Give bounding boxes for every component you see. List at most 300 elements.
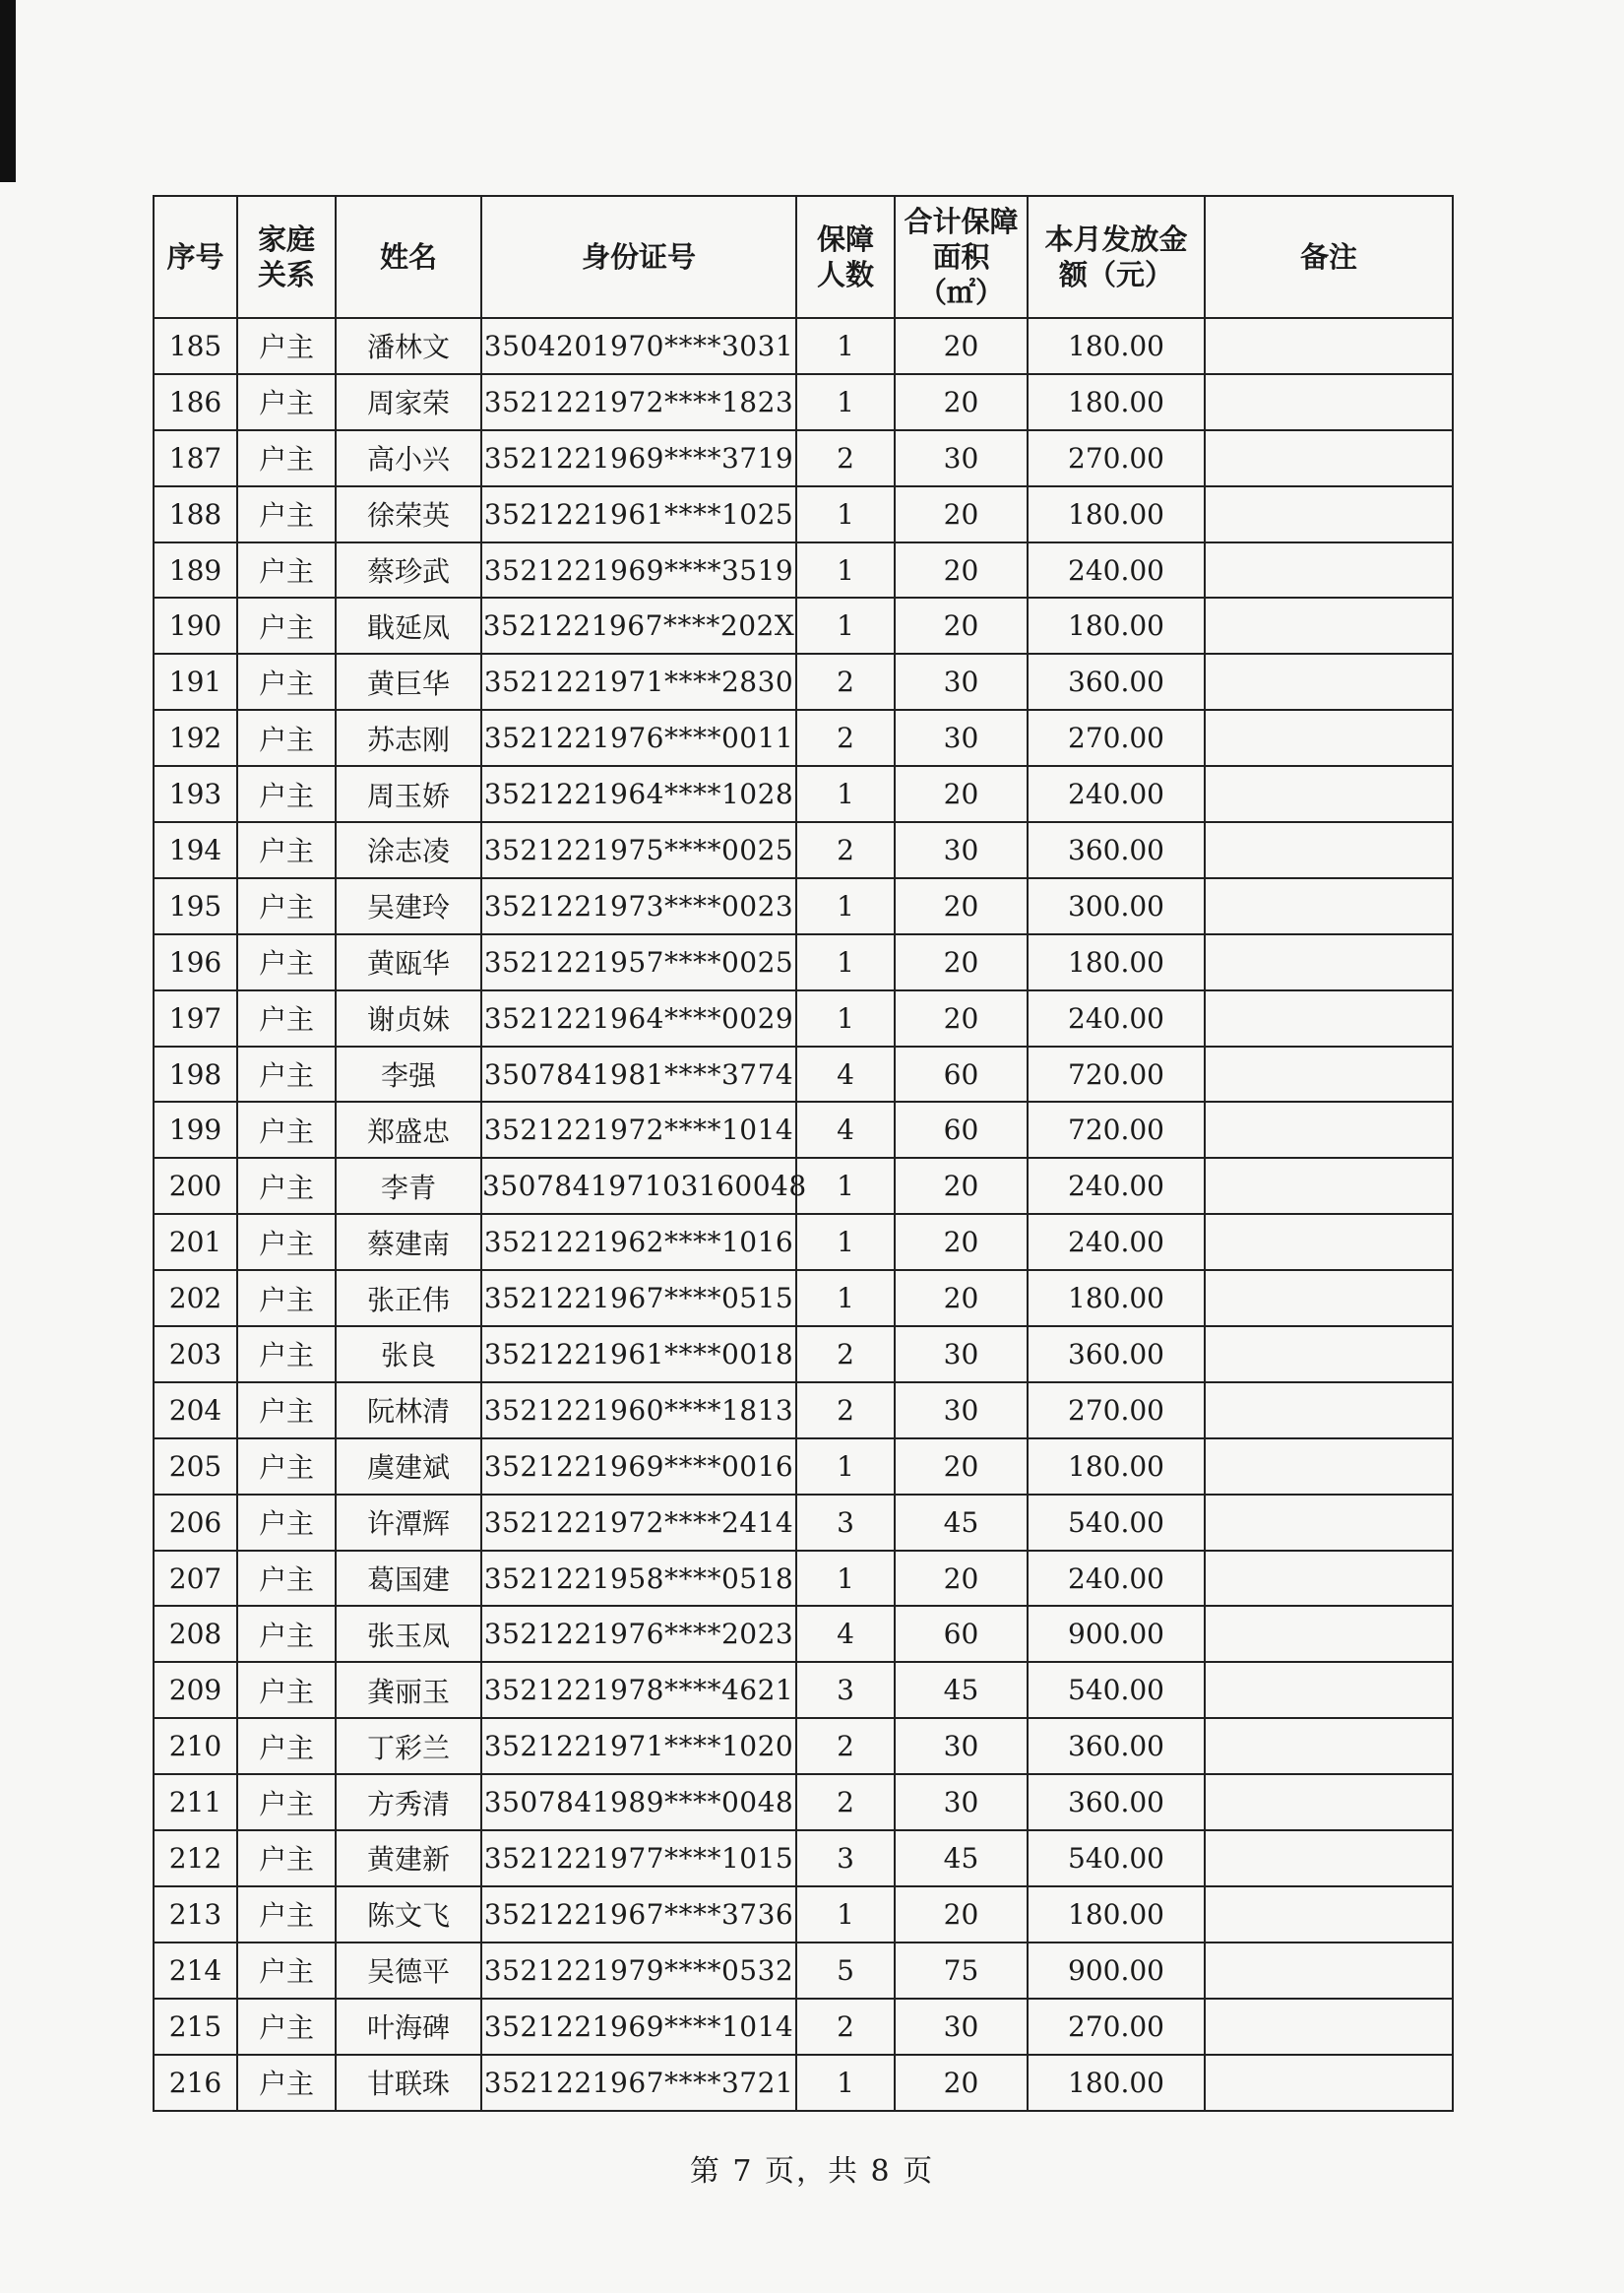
cell-relation: 户主 xyxy=(237,598,336,654)
cell-seq: 198 xyxy=(154,1047,237,1103)
cell-note xyxy=(1205,1830,1453,1886)
cell-amount: 540.00 xyxy=(1028,1495,1205,1551)
cell-name: 方秀清 xyxy=(336,1774,481,1830)
cell-name: 黄瓯华 xyxy=(336,934,481,990)
cell-id: 3521221976****2023 xyxy=(481,1606,796,1662)
cell-amount: 180.00 xyxy=(1028,318,1205,374)
cell-id: 3521221972****1823 xyxy=(481,374,796,430)
cell-relation: 户主 xyxy=(237,1830,336,1886)
table-row xyxy=(154,542,1453,599)
cell-name: 吴德平 xyxy=(336,1943,481,1999)
cell-persons: 1 xyxy=(796,374,895,430)
cell-id: 3521221971****1020 xyxy=(481,1718,796,1774)
cell-name: 蔡建南 xyxy=(336,1214,481,1270)
cell-id: 3521221964****1028 xyxy=(481,766,796,822)
cell-name: 甘联珠 xyxy=(336,2055,481,2111)
cell-area: 20 xyxy=(895,2055,1028,2111)
cell-persons: 1 xyxy=(796,2055,895,2111)
cell-seq: 192 xyxy=(154,710,237,766)
cell-persons: 4 xyxy=(796,1606,895,1662)
cell-persons: 1 xyxy=(796,1270,895,1326)
cell-seq: 188 xyxy=(154,486,237,542)
cell-area: 20 xyxy=(895,598,1028,654)
cell-seq: 201 xyxy=(154,1214,237,1270)
cell-amount: 360.00 xyxy=(1028,1718,1205,1774)
cell-relation: 户主 xyxy=(237,1326,336,1382)
cell-id: 3521221964****0029 xyxy=(481,990,796,1047)
cell-name: 许潭辉 xyxy=(336,1495,481,1551)
table-row xyxy=(154,1886,1453,1943)
cell-persons: 1 xyxy=(796,766,895,822)
cell-area: 20 xyxy=(895,1886,1028,1943)
cell-note xyxy=(1205,1438,1453,1495)
cell-id: 3521221961****1025 xyxy=(481,486,796,542)
table-row xyxy=(154,1662,1453,1718)
cell-seq: 208 xyxy=(154,1606,237,1662)
cell-area: 45 xyxy=(895,1830,1028,1886)
cell-id: 3521221971****2830 xyxy=(481,654,796,710)
table-row xyxy=(154,1326,1453,1382)
cell-seq: 196 xyxy=(154,934,237,990)
cell-area: 30 xyxy=(895,1326,1028,1382)
table-row xyxy=(154,1551,1453,1607)
cell-id: 3521221967****3736 xyxy=(481,1886,796,1943)
header-area: 合计保障面积（㎡） xyxy=(895,196,1028,318)
cell-seq: 190 xyxy=(154,598,237,654)
cell-relation: 户主 xyxy=(237,1047,336,1103)
cell-area: 20 xyxy=(895,1158,1028,1214)
table-row xyxy=(154,1943,1453,1999)
cell-note xyxy=(1205,990,1453,1047)
cell-amount: 540.00 xyxy=(1028,1830,1205,1886)
cell-relation: 户主 xyxy=(237,766,336,822)
cell-persons: 1 xyxy=(796,1214,895,1270)
cell-persons: 2 xyxy=(796,654,895,710)
cell-seq: 193 xyxy=(154,766,237,822)
cell-name: 涂志凌 xyxy=(336,822,481,878)
cell-seq: 187 xyxy=(154,430,237,486)
cell-area: 20 xyxy=(895,1270,1028,1326)
cell-seq: 206 xyxy=(154,1495,237,1551)
cell-persons: 1 xyxy=(796,318,895,374)
cell-seq: 213 xyxy=(154,1886,237,1943)
cell-id: 3521221969****3719 xyxy=(481,430,796,486)
cell-id: 3521221969****3519 xyxy=(481,542,796,599)
cell-name: 苏志刚 xyxy=(336,710,481,766)
table-row xyxy=(154,1606,1453,1662)
cell-amount: 360.00 xyxy=(1028,822,1205,878)
table-row xyxy=(154,710,1453,766)
cell-area: 30 xyxy=(895,710,1028,766)
cell-note xyxy=(1205,766,1453,822)
cell-seq: 204 xyxy=(154,1382,237,1438)
cell-relation: 户主 xyxy=(237,1718,336,1774)
table-row xyxy=(154,598,1453,654)
subsidy-table-sheet xyxy=(153,195,1452,2112)
cell-relation: 户主 xyxy=(237,1943,336,1999)
cell-name: 葛国建 xyxy=(336,1551,481,1607)
cell-note xyxy=(1205,710,1453,766)
table-row xyxy=(154,1718,1453,1774)
cell-persons: 2 xyxy=(796,1326,895,1382)
cell-name: 戢延凤 xyxy=(336,598,481,654)
table-row xyxy=(154,2055,1453,2111)
cell-area: 20 xyxy=(895,486,1028,542)
table-row xyxy=(154,1999,1453,2055)
cell-persons: 1 xyxy=(796,598,895,654)
table-row xyxy=(154,1158,1453,1214)
cell-persons: 2 xyxy=(796,1999,895,2055)
cell-note xyxy=(1205,1886,1453,1943)
table-row xyxy=(154,822,1453,878)
cell-persons: 3 xyxy=(796,1830,895,1886)
cell-seq: 202 xyxy=(154,1270,237,1326)
table-row xyxy=(154,1438,1453,1495)
cell-persons: 4 xyxy=(796,1047,895,1103)
cell-relation: 户主 xyxy=(237,710,336,766)
cell-relation: 户主 xyxy=(237,542,336,599)
cell-id: 3521221977****1015 xyxy=(481,1830,796,1886)
cell-amount: 180.00 xyxy=(1028,374,1205,430)
header-persons: 保障人数 xyxy=(796,196,895,318)
table-row xyxy=(154,1495,1453,1551)
header-amount: 本月发放金额（元） xyxy=(1028,196,1205,318)
cell-id: 3521221973****0023 xyxy=(481,878,796,934)
scan-edge-mark xyxy=(0,0,16,182)
cell-name: 张玉凤 xyxy=(336,1606,481,1662)
cell-area: 75 xyxy=(895,1943,1028,1999)
cell-amount: 270.00 xyxy=(1028,1999,1205,2055)
cell-amount: 360.00 xyxy=(1028,1774,1205,1830)
cell-area: 30 xyxy=(895,822,1028,878)
cell-relation: 户主 xyxy=(237,2055,336,2111)
cell-amount: 180.00 xyxy=(1028,2055,1205,2111)
cell-id: 3521221967****202X xyxy=(481,598,796,654)
cell-name: 黄建新 xyxy=(336,1830,481,1886)
cell-seq: 203 xyxy=(154,1326,237,1382)
cell-seq: 205 xyxy=(154,1438,237,1495)
cell-name: 潘林文 xyxy=(336,318,481,374)
cell-note xyxy=(1205,1551,1453,1607)
cell-persons: 2 xyxy=(796,1382,895,1438)
cell-note xyxy=(1205,1214,1453,1270)
cell-note xyxy=(1205,878,1453,934)
cell-note xyxy=(1205,486,1453,542)
cell-amount: 180.00 xyxy=(1028,934,1205,990)
cell-id: 3521221962****1016 xyxy=(481,1214,796,1270)
cell-amount: 180.00 xyxy=(1028,1270,1205,1326)
cell-area: 30 xyxy=(895,1382,1028,1438)
cell-seq: 209 xyxy=(154,1662,237,1718)
cell-seq: 195 xyxy=(154,878,237,934)
table-row xyxy=(154,374,1453,430)
cell-note xyxy=(1205,1718,1453,1774)
cell-persons: 1 xyxy=(796,542,895,599)
cell-note xyxy=(1205,1999,1453,2055)
cell-id: 3521221961****0018 xyxy=(481,1326,796,1382)
cell-amount: 540.00 xyxy=(1028,1662,1205,1718)
header-id: 身份证号 xyxy=(481,196,796,318)
cell-seq: 212 xyxy=(154,1830,237,1886)
table-row xyxy=(154,654,1453,710)
cell-area: 20 xyxy=(895,318,1028,374)
cell-name: 高小兴 xyxy=(336,430,481,486)
cell-area: 60 xyxy=(895,1047,1028,1103)
cell-id: 3521221972****2414 xyxy=(481,1495,796,1551)
cell-relation: 户主 xyxy=(237,374,336,430)
cell-note xyxy=(1205,1662,1453,1718)
cell-area: 20 xyxy=(895,878,1028,934)
cell-note xyxy=(1205,1047,1453,1103)
cell-relation: 户主 xyxy=(237,1774,336,1830)
cell-relation: 户主 xyxy=(237,430,336,486)
cell-note xyxy=(1205,1943,1453,1999)
cell-id: 3521221960****1813 xyxy=(481,1382,796,1438)
cell-relation: 户主 xyxy=(237,1495,336,1551)
cell-note xyxy=(1205,318,1453,374)
cell-name: 郑盛忠 xyxy=(336,1102,481,1158)
cell-relation: 户主 xyxy=(237,1382,336,1438)
cell-area: 30 xyxy=(895,430,1028,486)
cell-amount: 720.00 xyxy=(1028,1102,1205,1158)
cell-area: 20 xyxy=(895,934,1028,990)
cell-name: 周玉娇 xyxy=(336,766,481,822)
cell-note xyxy=(1205,822,1453,878)
cell-relation: 户主 xyxy=(237,1551,336,1607)
cell-relation: 户主 xyxy=(237,878,336,934)
cell-seq: 211 xyxy=(154,1774,237,1830)
header-seq: 序号 xyxy=(154,196,237,318)
cell-amount: 900.00 xyxy=(1028,1943,1205,1999)
cell-persons: 3 xyxy=(796,1495,895,1551)
cell-amount: 180.00 xyxy=(1028,598,1205,654)
cell-persons: 1 xyxy=(796,486,895,542)
cell-note xyxy=(1205,1382,1453,1438)
cell-relation: 户主 xyxy=(237,1270,336,1326)
header-note: 备注 xyxy=(1205,196,1453,318)
cell-seq: 186 xyxy=(154,374,237,430)
cell-persons: 1 xyxy=(796,1158,895,1214)
cell-relation: 户主 xyxy=(237,318,336,374)
cell-relation: 户主 xyxy=(237,822,336,878)
cell-seq: 215 xyxy=(154,1999,237,2055)
cell-area: 20 xyxy=(895,542,1028,599)
cell-note xyxy=(1205,430,1453,486)
cell-area: 45 xyxy=(895,1662,1028,1718)
cell-amount: 240.00 xyxy=(1028,542,1205,599)
cell-persons: 3 xyxy=(796,1662,895,1718)
table-row xyxy=(154,1270,1453,1326)
cell-seq: 199 xyxy=(154,1102,237,1158)
cell-note xyxy=(1205,1326,1453,1382)
cell-note xyxy=(1205,1606,1453,1662)
cell-amount: 360.00 xyxy=(1028,654,1205,710)
cell-persons: 2 xyxy=(796,430,895,486)
table-row xyxy=(154,318,1453,374)
cell-id: 3521221967****3721 xyxy=(481,2055,796,2111)
cell-relation: 户主 xyxy=(237,1438,336,1495)
table-row xyxy=(154,430,1453,486)
cell-name: 丁彩兰 xyxy=(336,1718,481,1774)
cell-note xyxy=(1205,1774,1453,1830)
cell-name: 张良 xyxy=(336,1326,481,1382)
subsidy-table xyxy=(153,195,1454,2112)
table-row xyxy=(154,878,1453,934)
cell-seq: 194 xyxy=(154,822,237,878)
cell-note xyxy=(1205,1102,1453,1158)
cell-name: 谢贞妹 xyxy=(336,990,481,1047)
cell-relation: 户主 xyxy=(237,1214,336,1270)
cell-relation: 户主 xyxy=(237,990,336,1047)
cell-area: 20 xyxy=(895,1551,1028,1607)
cell-id: 3507841989****0048 xyxy=(481,1774,796,1830)
table-row xyxy=(154,1830,1453,1886)
cell-persons: 2 xyxy=(796,1718,895,1774)
cell-id: 3507841981****3774 xyxy=(481,1047,796,1103)
cell-name: 陈文飞 xyxy=(336,1886,481,1943)
cell-id: 3521221975****0025 xyxy=(481,822,796,878)
cell-id: 3521221958****0518 xyxy=(481,1551,796,1607)
cell-seq: 191 xyxy=(154,654,237,710)
cell-seq: 214 xyxy=(154,1943,237,1999)
cell-amount: 240.00 xyxy=(1028,766,1205,822)
cell-note xyxy=(1205,2055,1453,2111)
cell-persons: 1 xyxy=(796,934,895,990)
cell-relation: 户主 xyxy=(237,1102,336,1158)
cell-area: 20 xyxy=(895,990,1028,1047)
cell-amount: 240.00 xyxy=(1028,1551,1205,1607)
page-number: 第 7 页，共 8 页 xyxy=(689,2154,935,2189)
cell-name: 龚丽玉 xyxy=(336,1662,481,1718)
table-row xyxy=(154,1382,1453,1438)
cell-amount: 270.00 xyxy=(1028,1382,1205,1438)
cell-id: 350784197103160048 xyxy=(481,1158,796,1214)
cell-amount: 180.00 xyxy=(1028,486,1205,542)
cell-amount: 360.00 xyxy=(1028,1326,1205,1382)
cell-persons: 2 xyxy=(796,1774,895,1830)
cell-persons: 1 xyxy=(796,990,895,1047)
table-row xyxy=(154,1047,1453,1103)
cell-area: 20 xyxy=(895,766,1028,822)
cell-persons: 1 xyxy=(796,1886,895,1943)
cell-id: 3521221979****0532 xyxy=(481,1943,796,1999)
cell-note xyxy=(1205,1495,1453,1551)
cell-area: 45 xyxy=(895,1495,1028,1551)
cell-note xyxy=(1205,598,1453,654)
cell-area: 60 xyxy=(895,1606,1028,1662)
cell-persons: 2 xyxy=(796,710,895,766)
cell-name: 李强 xyxy=(336,1047,481,1103)
cell-persons: 1 xyxy=(796,1551,895,1607)
cell-relation: 户主 xyxy=(237,1606,336,1662)
header-relation: 家庭关系 xyxy=(237,196,336,318)
table-row xyxy=(154,990,1453,1047)
cell-amount: 720.00 xyxy=(1028,1047,1205,1103)
cell-note xyxy=(1205,654,1453,710)
table-row xyxy=(154,486,1453,542)
cell-amount: 240.00 xyxy=(1028,1158,1205,1214)
cell-id: 3521221967****0515 xyxy=(481,1270,796,1326)
header-name: 姓名 xyxy=(336,196,481,318)
cell-seq: 189 xyxy=(154,542,237,599)
cell-area: 30 xyxy=(895,1718,1028,1774)
cell-relation: 户主 xyxy=(237,1158,336,1214)
cell-name: 叶海碑 xyxy=(336,1999,481,2055)
cell-amount: 900.00 xyxy=(1028,1606,1205,1662)
table-row xyxy=(154,766,1453,822)
cell-seq: 197 xyxy=(154,990,237,1047)
cell-note xyxy=(1205,542,1453,599)
cell-name: 张正伟 xyxy=(336,1270,481,1326)
table-row xyxy=(154,1102,1453,1158)
cell-seq: 210 xyxy=(154,1718,237,1774)
cell-name: 虞建斌 xyxy=(336,1438,481,1495)
cell-note xyxy=(1205,374,1453,430)
table-row xyxy=(154,1774,1453,1830)
cell-relation: 户主 xyxy=(237,1999,336,2055)
cell-area: 30 xyxy=(895,1999,1028,2055)
cell-persons: 2 xyxy=(796,822,895,878)
cell-note xyxy=(1205,1270,1453,1326)
cell-amount: 270.00 xyxy=(1028,430,1205,486)
cell-id: 3521221976****0011 xyxy=(481,710,796,766)
cell-relation: 户主 xyxy=(237,934,336,990)
cell-relation: 户主 xyxy=(237,1886,336,1943)
cell-id: 3504201970****3031 xyxy=(481,318,796,374)
cell-amount: 270.00 xyxy=(1028,710,1205,766)
cell-seq: 200 xyxy=(154,1158,237,1214)
cell-name: 蔡珍武 xyxy=(336,542,481,599)
cell-relation: 户主 xyxy=(237,1662,336,1718)
table-header-row xyxy=(154,196,1453,318)
cell-name: 李青 xyxy=(336,1158,481,1214)
cell-name: 周家荣 xyxy=(336,374,481,430)
cell-amount: 240.00 xyxy=(1028,990,1205,1047)
cell-name: 黄巨华 xyxy=(336,654,481,710)
cell-seq: 207 xyxy=(154,1551,237,1607)
cell-area: 30 xyxy=(895,1774,1028,1830)
cell-relation: 户主 xyxy=(237,654,336,710)
cell-amount: 180.00 xyxy=(1028,1438,1205,1495)
cell-seq: 216 xyxy=(154,2055,237,2111)
cell-amount: 180.00 xyxy=(1028,1886,1205,1943)
cell-persons: 1 xyxy=(796,878,895,934)
table-row xyxy=(154,1214,1453,1270)
cell-id: 3521221957****0025 xyxy=(481,934,796,990)
cell-area: 20 xyxy=(895,1438,1028,1495)
cell-id: 3521221972****1014 xyxy=(481,1102,796,1158)
cell-amount: 300.00 xyxy=(1028,878,1205,934)
cell-id: 3521221969****1014 xyxy=(481,1999,796,2055)
cell-note xyxy=(1205,934,1453,990)
cell-name: 吴建玲 xyxy=(336,878,481,934)
cell-name: 阮林清 xyxy=(336,1382,481,1438)
cell-persons: 1 xyxy=(796,1438,895,1495)
cell-area: 20 xyxy=(895,374,1028,430)
cell-id: 3521221978****4621 xyxy=(481,1662,796,1718)
cell-relation: 户主 xyxy=(237,486,336,542)
cell-persons: 4 xyxy=(796,1102,895,1158)
cell-id: 3521221969****0016 xyxy=(481,1438,796,1495)
table-row xyxy=(154,934,1453,990)
cell-seq: 185 xyxy=(154,318,237,374)
cell-note xyxy=(1205,1158,1453,1214)
cell-area: 60 xyxy=(895,1102,1028,1158)
cell-name: 徐荣英 xyxy=(336,486,481,542)
cell-amount: 240.00 xyxy=(1028,1214,1205,1270)
cell-area: 20 xyxy=(895,1214,1028,1270)
cell-area: 30 xyxy=(895,654,1028,710)
